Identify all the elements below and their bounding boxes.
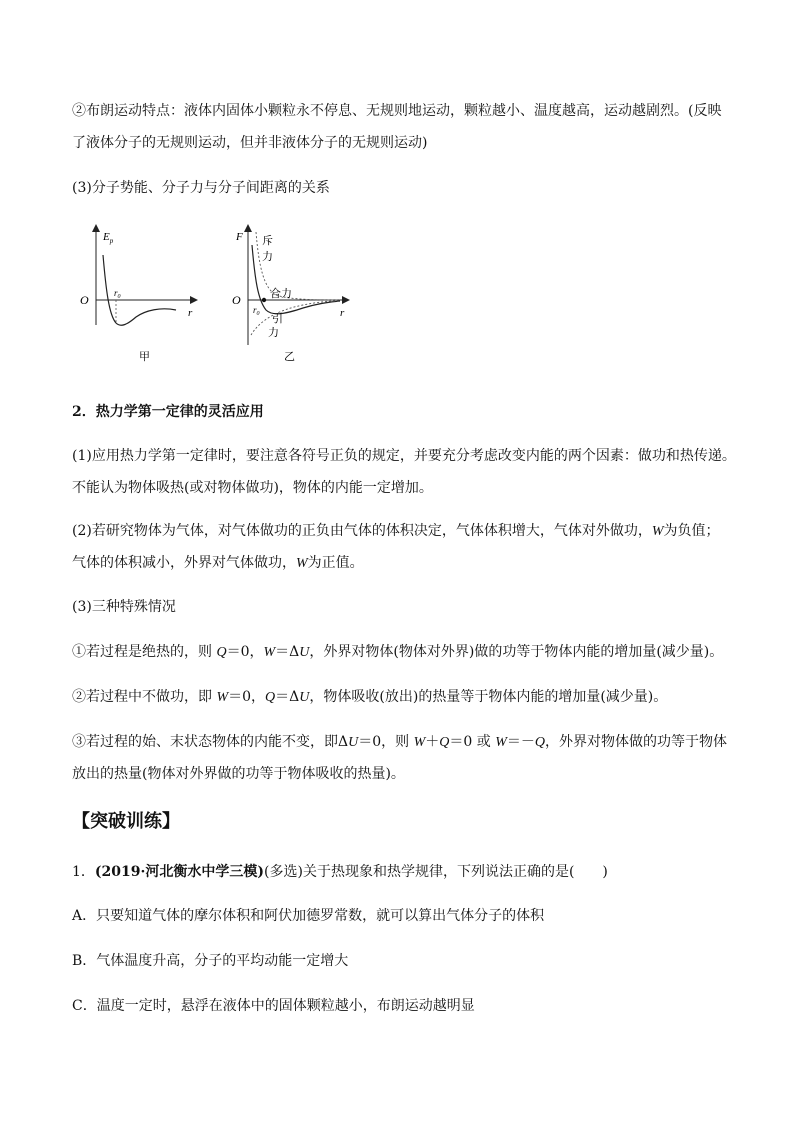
paragraph-relationship-heading: (3)分子势能、分子力与分子间距离的关系 — [72, 180, 330, 196]
symbol-q: Q — [439, 735, 450, 750]
symbol-q: Q — [216, 645, 227, 660]
symbol-q: Q — [534, 735, 545, 750]
symbol-w: W — [413, 735, 426, 750]
text: ＝Δ — [275, 689, 300, 705]
question-source: (2019·河北衡水中学三模) — [94, 864, 265, 880]
x-axis-label: r — [188, 307, 193, 319]
figure-molecular-force — [228, 220, 358, 370]
symbol-w: W — [263, 645, 276, 660]
symbol-w: W — [296, 556, 308, 571]
r0-label: $r_0$ — [114, 288, 121, 300]
text: 为正值。 — [307, 555, 364, 571]
symbol-q: Q — [265, 690, 276, 705]
option-a: A．只要知道气体的摩尔体积和阿伏加德罗常数，就可以算出气体分子的体积 — [72, 908, 545, 924]
paragraph-brownian-line-1: ②布朗运动特点：液体内固体小颗粒永不停息、无规则地运动，颗粒越小、温度越高，运动越剧烈。(反映 — [72, 103, 722, 119]
question-number: 1． — [72, 864, 95, 880]
y-axis-label: F — [236, 231, 243, 243]
text: ③若过程的始、末状态物体的内能不变，即Δ — [72, 734, 349, 750]
r0-label: $r_0$ — [253, 305, 260, 317]
symbol-u: U — [299, 645, 310, 660]
text: ＋ — [425, 734, 440, 750]
paragraph-constant-energy-line-2: 放出的热量(物体对外界做的功等于物体吸收的热量)。 — [72, 766, 405, 782]
text: ①若过程是绝热的，则 — [72, 644, 217, 660]
text: ＝0， — [228, 689, 266, 705]
y-axis-label: $E_p$ — [103, 231, 114, 245]
paragraph-first-law-1-line-2: 不能认为物体吸热(或对物体做功)，物体的内能一定增加。 — [72, 480, 433, 496]
text: ＝－ — [506, 734, 535, 750]
symbol-u: U — [348, 735, 359, 750]
paragraph-constant-energy-line-1 — [72, 733, 727, 752]
symbol-w: W — [495, 735, 507, 750]
potential-energy-graph — [76, 220, 206, 370]
text: 为负值； — [663, 523, 720, 539]
attraction-curve — [251, 301, 340, 335]
paragraph-first-law-2-line-1 — [72, 522, 720, 541]
symbol-u: U — [299, 690, 310, 705]
text: ，外界对物体做的功等于物体 — [545, 734, 727, 750]
section-title-training: 【突破训练】 — [72, 811, 180, 832]
symbol-w: W — [216, 690, 229, 705]
text: 气体的体积减小，外界对气体做功， — [72, 555, 296, 571]
paragraph-no-work-case — [72, 688, 667, 707]
question-text: (多选)关于热现象和热学规律，下列说法正确的是( ) — [264, 864, 608, 880]
repulsion-label-1: 斥 — [262, 235, 273, 247]
text: ＝Δ — [275, 644, 300, 660]
origin-label: O — [232, 293, 241, 307]
equilibrium-point — [262, 298, 266, 302]
x-axis-label: r — [340, 307, 345, 319]
figure-caption-jia: 甲 — [139, 351, 150, 363]
text: (2)若研究物体为气体，对气体做功的正负由气体的体积决定，气体体积增大，气体对外做功， — [72, 523, 652, 539]
origin-label: O — [80, 293, 89, 307]
option-b: B．气体温度升高，分子的平均动能一定增大 — [72, 953, 349, 969]
section-title-first-law: 2．热力学第一定律的灵活应用 — [72, 404, 264, 420]
paragraph-adiabatic-case — [72, 643, 723, 662]
attraction-label-1: 引 — [272, 313, 283, 325]
text: ＝0， — [226, 644, 264, 660]
question-1-stem — [72, 863, 608, 881]
text: ＝0，则 — [358, 734, 414, 750]
text: ，外界对物体(物体对外界)做的功等于物体内能的增加量(减少量)。 — [309, 644, 724, 660]
symbol-w: W — [651, 524, 664, 539]
text: ，物体吸收(放出)的热量等于物体内能的增加量(减少量)。 — [309, 689, 668, 705]
paragraph-first-law-1-line-1: (1)应用热力学第一定律时，要注意各符号正负的规定，并要充分考虑改变内能的两个因素：做功和热传递。 — [72, 448, 736, 464]
paragraph-brownian-line-2: 了液体分子的无规则运动，但并非液体分子的无规则运动) — [72, 135, 428, 151]
paragraph-special-cases-heading: (3)三种特殊情况 — [72, 599, 176, 615]
text: ＝0 或 — [449, 734, 496, 750]
text: ②若过程中不做功，即 — [72, 689, 217, 705]
figure-caption-yi: 乙 — [284, 351, 295, 363]
repulsion-label-2: 力 — [262, 251, 273, 263]
paragraph-first-law-2-line-2 — [72, 554, 364, 573]
figure-potential-energy — [76, 220, 206, 370]
option-c: C．温度一定时，悬浮在液体中的固体颗粒越小，布朗运动越明显 — [72, 998, 475, 1014]
molecular-force-graph — [228, 220, 358, 370]
attraction-label-2: 力 — [268, 327, 279, 339]
resultant-label: 合力 — [270, 288, 292, 300]
